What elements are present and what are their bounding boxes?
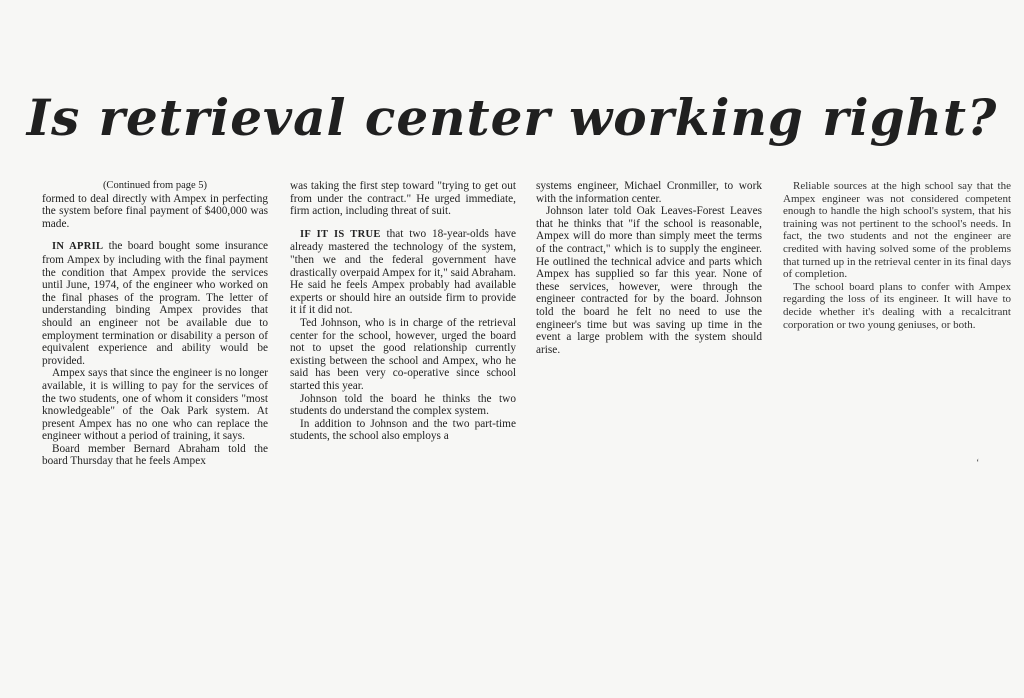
paragraph: Johnson told the board he thinks the two students do understand the complex system. — [290, 392, 516, 418]
article-column-1 — [42, 180, 268, 468]
scan-speck: ‘ — [976, 458, 980, 469]
article-column-3 — [536, 180, 762, 356]
paragraph: systems engineer, Michael Cronmiller, to work with the information center. — [536, 180, 762, 205]
continued-note: (Continued from page 5) — [102, 180, 208, 191]
paragraph-lead-in: IF IT IS TRUE — [300, 228, 381, 240]
paragraph: IF IT IS TRUE that two 18-year-olds have already mastered the technology of the system, "then we and the federal government have drastically overpaid Ampex for it," said Abraham. He said he feels Ampex probably had available experts or should hire an outside firm to provide it if it did not. — [290, 227, 516, 317]
article-column-4 — [783, 180, 1011, 331]
article-column-2 — [290, 180, 516, 443]
paragraph: Reliable sources at the high school say that the Ampex engineer was not considered competent enough to handle the high school's system, that his training was not pertinent to the school's needs. In fact, the two students and not the engineer are credited with having solved some of the problems that turned up in the retrieval center in its final days of completion. — [783, 180, 1011, 281]
headline: Is retrieval center working right? — [26, 88, 998, 147]
paragraph: In addition to Johnson and the two part-time students, the school also employs a — [290, 417, 516, 443]
paragraph: Johnson later told Oak Leaves-Forest Leaves that he thinks that "if the school is reasonable, Ampex will do more than simply meet the terms of the contract," which is to supply the engineer. He outlined the technical advice and parts which Ampex has supplied so far this year. None of these services, however, were through the engineer contracted for by the board. Johnson told the board he felt no need to use the engineer's time but was saving up time in the event a large problem with the system should arise. — [536, 205, 762, 356]
paragraph: Ted Johnson, who is in charge of the retrieval center for the school, however, urged the board not to upset the good relationship currently existing between the school and Ampex, who he said has been very co-operative since school started this year. — [290, 316, 516, 392]
paragraph: formed to deal directly with Ampex in perfecting the system before final payment of $400,000 was made. — [42, 192, 268, 230]
paragraph: Board member Bernard Abraham told the board Thursday that he feels Ampex — [42, 442, 268, 468]
paragraph: Ampex says that since the engineer is no longer available, it is willing to pay for the services of the two students, one of whom it considers "most knowledgeable" of the Oak Park system. At present Ampex has no one who can replace the engineer without a period of training, it says. — [42, 367, 268, 443]
paragraph: was taking the first step toward "trying to get out from under the contract." He urged immediate, firm action, including threat of suit. — [290, 180, 516, 218]
paragraph-lead-in: IN APRIL — [52, 241, 104, 253]
paragraph: The school board plans to confer with Ampex regarding the loss of its engineer. It will have to decide whether it's dealing with a recalcitrant corporation or two young geniuses, or both. — [783, 280, 1011, 331]
paragraph: IN APRIL the board bought some insurance from Ampex by including with the final payment the condition that Ampex provide the services until June, 1974, of the engineer who worked on the final phases of the program. The letter of understanding binding Ampex provides that should an engineer not be available due to employment termination or disability a person of equivalent experience and ability would be provided. — [42, 240, 268, 367]
